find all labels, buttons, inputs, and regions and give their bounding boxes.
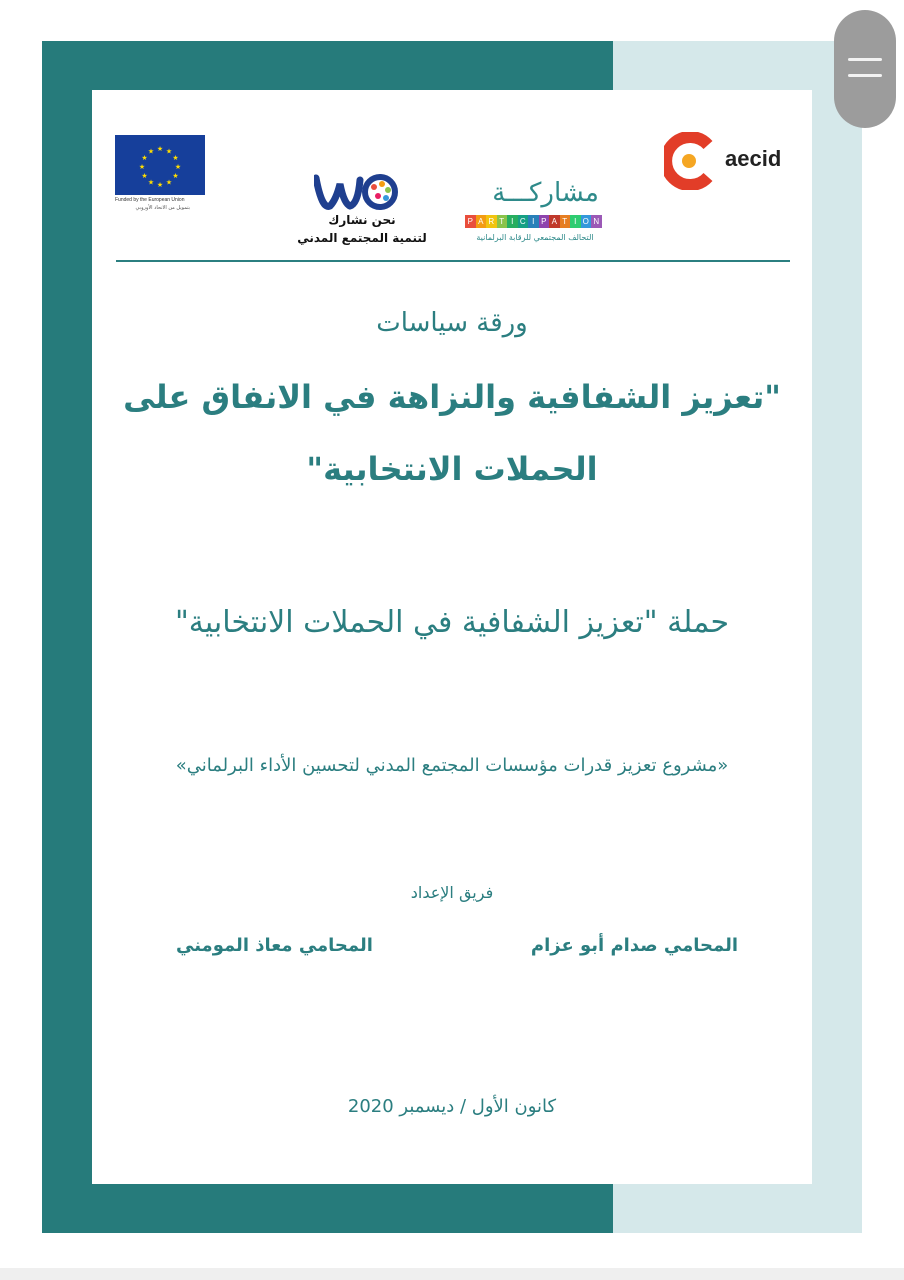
- musharaka-logo-subtitle: التحالف المجتمعي للرقابة البرلمانية: [476, 233, 594, 242]
- author-saddam: المحامي صدام أبو عزام: [530, 935, 738, 956]
- participation-letter: P: [465, 215, 476, 228]
- svg-text:★: ★: [156, 181, 164, 189]
- eu-flag-logo: [115, 135, 205, 195]
- participation-letter: I: [507, 215, 518, 228]
- document-type: ورقة سياسات: [376, 308, 528, 338]
- aecid-logo-mark: [664, 132, 714, 190]
- main-title-line1: "تعزيز الشفافية والنزاهة في الانفاق على: [123, 378, 781, 416]
- eu-caption-english: Funded by the European Union: [115, 197, 185, 203]
- menu-icon-bar-top: [848, 58, 882, 61]
- participation-letter: R: [486, 215, 497, 228]
- svg-text:★: ★: [141, 172, 148, 180]
- participation-letter: A: [549, 215, 560, 228]
- author-moath: المحامي معاذ المومني: [176, 935, 373, 956]
- svg-text:★: ★: [165, 178, 173, 187]
- participation-letter: T: [560, 215, 571, 228]
- svg-text:★: ★: [172, 172, 179, 180]
- main-title-line2: الحملات الانتخابية": [306, 450, 598, 488]
- participation-letter: N: [591, 215, 602, 228]
- participation-letter: I: [528, 215, 539, 228]
- menu-button[interactable]: [834, 10, 896, 128]
- participation-letter: O: [581, 215, 592, 228]
- menu-icon-bar-bottom: [848, 74, 882, 77]
- campaign-title: حملة "تعزيز الشفافية في الحملات الانتخابية": [174, 605, 729, 640]
- header-divider: [116, 260, 790, 262]
- document-page: [92, 90, 812, 1184]
- musharaka-participation-strip: [465, 215, 602, 228]
- nahnu-logo-line1: نحن نشارك: [328, 213, 396, 227]
- svg-text:★: ★: [165, 147, 173, 156]
- participation-letter: C: [518, 215, 529, 228]
- svg-text:★: ★: [147, 178, 155, 187]
- project-name: «مشروع تعزيز قدرات مؤسسات المجتمع المدني لتحسين الأداء البرلماني»: [175, 755, 729, 776]
- svg-text:★: ★: [138, 163, 146, 171]
- preparation-team-label: فريق الإعداد: [410, 883, 494, 902]
- svg-text:★: ★: [156, 145, 164, 153]
- svg-text:★: ★: [174, 163, 182, 171]
- aecid-logo-text: aecid: [725, 146, 782, 171]
- nahnu-nosharek-logo: [314, 170, 404, 215]
- svg-text:★: ★: [172, 154, 179, 162]
- svg-text:★: ★: [141, 154, 148, 162]
- musharaka-logo-title: مشاركـــة: [492, 178, 599, 208]
- svg-text:★: ★: [147, 147, 155, 156]
- eu-caption-arabic: بتمويل من الاتحاد الأوروبي: [135, 205, 190, 211]
- participation-letter: A: [476, 215, 487, 228]
- bottom-edge-bar: [0, 1268, 904, 1280]
- nahnu-logo-line2: لتنمية المجتمع المدني: [297, 231, 427, 245]
- publication-date: كانون الأول / ديسمبر 2020: [347, 1096, 557, 1117]
- participation-letter: T: [497, 215, 508, 228]
- participation-letter: P: [539, 215, 550, 228]
- participation-letter: I: [570, 215, 581, 228]
